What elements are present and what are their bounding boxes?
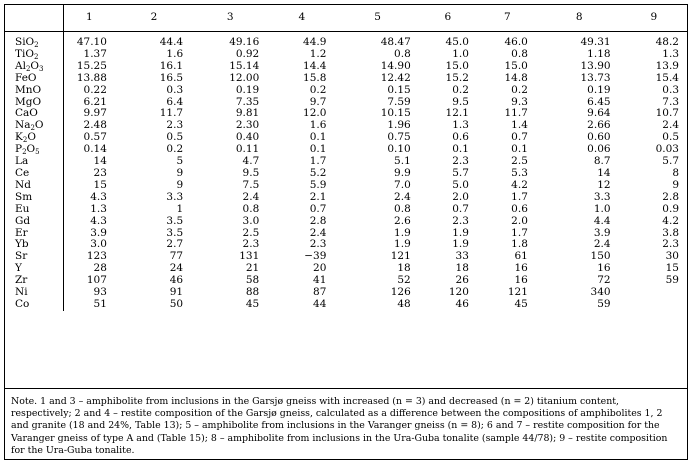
table-cell: 5.7: [662, 155, 679, 168]
table-cell: 2.0: [511, 214, 528, 227]
label-text: Sr: [15, 250, 28, 263]
table-cell: 48: [397, 297, 411, 310]
row-label: [5, 180, 63, 192]
label-text: Ce: [15, 166, 30, 179]
table-cell: 1.6: [166, 47, 184, 60]
table-cell: 2.3: [452, 155, 469, 168]
table-cell: 12.00: [229, 71, 260, 84]
table-cell: 12: [597, 178, 611, 191]
table-cell: 5.9: [309, 178, 327, 191]
table-row: [5, 263, 687, 275]
table-cell: 6.45: [587, 95, 611, 108]
label-subscript: 2: [34, 41, 39, 49]
table-row: [5, 251, 687, 263]
table-cell: 0.1: [452, 143, 469, 156]
table-cell: 2.48: [83, 119, 107, 132]
column-header: 9: [621, 5, 687, 32]
label-text: Al: [15, 59, 26, 72]
table-cell: 15.4: [655, 71, 679, 84]
label-subscript: 3: [39, 64, 44, 73]
row-label: [5, 192, 63, 204]
label-subscript: 2: [33, 52, 39, 61]
table-cell: 0.2: [166, 143, 184, 156]
table-cell: 51: [93, 297, 107, 310]
table-cell: 46.0: [504, 36, 528, 48]
table-row: [5, 32, 687, 49]
table-cell: 0.40: [235, 131, 260, 144]
table-cell: 0.6: [452, 131, 469, 144]
table-cell: 0.19: [587, 83, 611, 96]
table-cell: 15.2: [445, 71, 469, 84]
label-text: MgO: [15, 95, 42, 108]
table-cell: 88: [245, 286, 260, 299]
row-label: [5, 228, 63, 240]
table-cell: 7.0: [394, 178, 411, 191]
table-cell: 0.22: [83, 83, 107, 96]
table-cell: 4.2: [511, 178, 528, 191]
table-cell: 87: [313, 286, 327, 299]
table-cell: 1.96: [387, 119, 411, 132]
table-cell: 16: [514, 274, 528, 287]
label-text: Zr: [15, 274, 28, 287]
table-cell: 0.11: [235, 143, 260, 156]
table-cell: 0.7: [511, 131, 528, 144]
table-cell: 1.9: [452, 226, 469, 239]
column-header: 7: [477, 5, 538, 32]
table-cell: 1.7: [511, 190, 528, 203]
table-cell: 6.21: [83, 95, 107, 108]
table-cell: 16: [514, 262, 528, 275]
column-header: 1: [63, 5, 115, 32]
table-cell: 10.15: [380, 107, 411, 120]
table-cell: 2.4: [309, 226, 327, 239]
table-cell: 0.1: [511, 143, 528, 156]
table-cell: 77: [169, 250, 184, 263]
label-text: O: [27, 131, 36, 144]
table-cell: 13.73: [580, 71, 611, 84]
table-cell: 0.8: [511, 47, 528, 60]
row-label: [5, 287, 63, 299]
table-cell: 15.0: [504, 59, 528, 72]
row-label: [5, 216, 63, 228]
table-cell: 30: [665, 250, 679, 263]
table-cell: 2.66: [587, 119, 611, 132]
table-cell: 20: [313, 262, 327, 275]
table-cell: 0.92: [235, 47, 260, 60]
table-cell: 0.5: [662, 131, 679, 144]
table-cell: 0.10: [387, 143, 411, 156]
column-header: 3: [193, 5, 267, 32]
table-cell: 9: [176, 178, 184, 191]
table-cell: 15: [665, 262, 679, 275]
table-row: [5, 73, 687, 85]
header-blank: [5, 5, 63, 32]
row-label: [5, 144, 63, 156]
table-cell: 3.9: [90, 226, 107, 239]
label-text: MnO: [15, 83, 42, 96]
table-cell: 9: [672, 178, 679, 191]
table-cell: 2.4: [662, 119, 679, 132]
label-subscript: 2: [22, 136, 28, 145]
table-cell: 1.8: [511, 238, 528, 251]
table-cell: 340: [590, 286, 611, 299]
table-cell: 11.7: [159, 107, 184, 120]
table-cell: 44.9: [303, 36, 327, 48]
label-text: Yb: [15, 238, 29, 251]
table-cell: 1.9: [394, 226, 411, 239]
table-cell: 2.5: [511, 155, 528, 168]
table-row: [5, 239, 687, 251]
row-label: [5, 168, 63, 180]
table-cell: 9.9: [394, 166, 411, 179]
table-cell: 2.0: [452, 190, 469, 203]
table-cell: 16: [597, 262, 611, 275]
table-cell: 0.3: [166, 83, 184, 96]
row-label: [5, 239, 63, 251]
table-row: [5, 299, 687, 311]
table-row: [5, 144, 687, 156]
table-cell: 7.35: [235, 95, 260, 108]
table-cell: 9.64: [587, 107, 611, 120]
table-cell: 0.2: [511, 83, 528, 96]
table-cell: 0.7: [452, 202, 469, 215]
table-cell: 93: [93, 286, 107, 299]
table-cell: 4.3: [90, 190, 107, 203]
table-cell: 8.7: [593, 155, 611, 168]
table-cell: [621, 287, 687, 299]
table-cell: 2.8: [662, 190, 679, 203]
table-cell: 3.0: [90, 238, 107, 251]
table-cell: 107: [86, 274, 107, 287]
label-text: Sm: [15, 190, 33, 203]
table-cell: 0.75: [387, 131, 411, 144]
table-cell: 0.15: [387, 83, 411, 96]
column-header: 4: [267, 5, 336, 32]
label-text: CaO: [15, 107, 38, 120]
table-cell: 2.5: [242, 226, 260, 239]
table-cell: 0.7: [309, 202, 327, 215]
table-cell: 45: [245, 297, 260, 310]
table-cell: 121: [390, 250, 411, 263]
table-cell: 120: [448, 286, 469, 299]
table-cell: 2.1: [309, 190, 327, 203]
table-cell: 15.0: [445, 59, 469, 72]
row-label: [5, 299, 63, 311]
table-row: [5, 216, 687, 228]
table-cell: 18: [397, 262, 411, 275]
table-cell: 5.0: [452, 178, 469, 191]
table-cell: 21: [245, 262, 260, 275]
table-cell: 0.14: [83, 143, 107, 156]
table-cell: 2.7: [166, 238, 184, 251]
table-cell: 23: [93, 166, 107, 179]
label-text: SiO: [15, 36, 35, 48]
column-header: 2: [115, 5, 193, 32]
table-cell: 16.1: [159, 59, 184, 72]
table-cell: 58: [245, 274, 260, 287]
table-cell: 8: [672, 166, 679, 179]
label-text: TiO: [15, 47, 34, 60]
table-cell: 0.5: [166, 131, 184, 144]
table-cell: 14.4: [303, 59, 327, 72]
table-cell: 2.4: [394, 190, 411, 203]
table-cell: 0.8: [394, 47, 411, 60]
table-cell: 2.4: [242, 190, 260, 203]
table-cell: 13.88: [76, 71, 107, 84]
header-row: [5, 5, 687, 32]
row-label: [5, 275, 63, 287]
table-cell: 14: [93, 155, 107, 168]
table-row: [5, 97, 687, 109]
table-cell: 52: [397, 274, 411, 287]
table-cell: 5.1: [394, 155, 411, 168]
geochemistry-table: [5, 5, 687, 311]
label-text: Eu: [15, 202, 30, 215]
table-cell: 4.7: [242, 155, 260, 168]
label-text: O: [34, 119, 44, 132]
table-cell: 18: [455, 262, 469, 275]
table-cell: 7.5: [242, 178, 260, 191]
table-cell: 0.1: [309, 131, 327, 144]
column-header: 6: [419, 5, 477, 32]
label-subscript: 2: [25, 64, 31, 73]
table-cell: 0.57: [83, 131, 107, 144]
table-cell: 9: [176, 166, 184, 179]
table-row: [5, 108, 687, 120]
table-cell: 2.3: [309, 238, 327, 251]
table-cell: 1.9: [452, 238, 469, 251]
label-subscript: 5: [35, 148, 40, 157]
table-cell: 2.4: [593, 238, 611, 251]
table-cell: 12.0: [303, 107, 327, 120]
label-text: O: [26, 143, 36, 156]
table-cell: 46: [455, 297, 469, 310]
table-cell: 50: [169, 297, 184, 310]
table-cell: 131: [239, 250, 260, 263]
table-cell: 14.90: [380, 59, 411, 72]
table-row: [5, 180, 687, 192]
table-cell: 9.7: [309, 95, 327, 108]
table-cell: 26: [455, 274, 469, 287]
table-row: [5, 228, 687, 240]
table-cell: 3.3: [593, 190, 611, 203]
table-cell: 2.6: [394, 214, 411, 227]
table-cell: 59: [665, 274, 679, 287]
table-cell: 72: [597, 274, 611, 287]
table-cell: 1: [176, 202, 184, 215]
label-subscript: 2: [22, 148, 27, 157]
table-note: Note. 1 and 3 – amphibolite from inclusions in the Garsjø gneiss with increased (n = 3) and decreased (n = 2) titanium content, respectively; 2 and 4 – restite composition of the Garsjø gneiss, calculated as a difference between the compositions of amphibolites 1, 2 and granite (18 and 24%, Table 13); 5 – amphibolite from inclusions in the Varanger gneiss (n = 8); 6 and 7 – restite composition for the Varanger gneiss of type A and (Table 15); 8 – amphibolite from inclusions in the Ura-Guba tonalite (sample 44/78); 9 – restite composition for the Ura-Guba tonalite.: [5, 388, 687, 457]
table-row: [5, 168, 687, 180]
row-label: [5, 32, 63, 49]
table-cell: 1.0: [593, 202, 611, 215]
table-cell: 0.3: [662, 83, 679, 96]
table-cell: 0.2: [452, 83, 469, 96]
table-cell: 11.7: [504, 107, 528, 120]
table-cell: 47.10: [76, 36, 107, 48]
table-frame: [4, 4, 688, 460]
table-cell: 2.8: [309, 214, 327, 227]
label-text: Na: [15, 119, 31, 132]
table-cell: 15.8: [303, 71, 327, 84]
table-cell: 1.18: [587, 47, 611, 60]
table-cell: 4.2: [662, 214, 679, 227]
table-cell: 14: [597, 166, 611, 179]
table-cell: 9.5: [242, 166, 260, 179]
table-cell: 59: [597, 297, 611, 310]
table-cell: 44: [313, 297, 327, 310]
table-cell: [621, 299, 687, 311]
table-row: [5, 61, 687, 73]
table-cell: 33: [455, 250, 469, 263]
table-cell: 12.42: [380, 71, 411, 84]
table-cell: 7.3: [662, 95, 679, 108]
table-cell: 1.3: [90, 202, 107, 215]
table-cell: 2.3: [452, 214, 469, 227]
table-cell: 121: [507, 286, 528, 299]
row-label: [5, 263, 63, 275]
table-cell: −39: [304, 250, 327, 263]
table-cell: 3.5: [166, 214, 184, 227]
table-cell: 61: [514, 250, 528, 263]
label-text: O: [30, 59, 40, 72]
row-label: [5, 251, 63, 263]
label-subscript: 2: [30, 124, 35, 133]
table-cell: 3.5: [166, 226, 184, 239]
table-cell: 1.9: [394, 238, 411, 251]
row-label: [5, 204, 63, 216]
table-cell: 2.3: [242, 238, 260, 251]
table-cell: 12.1: [445, 107, 469, 120]
table-cell: 0.6: [511, 202, 528, 215]
table-cell: 0.2: [309, 83, 327, 96]
table-row: [5, 132, 687, 144]
table-cell: 2.3: [662, 238, 679, 251]
table-cell: 49.31: [580, 36, 611, 48]
label-text: P: [15, 143, 23, 156]
table-cell: 46: [169, 274, 184, 287]
label-text: La: [15, 155, 29, 168]
table-cell: 5.3: [511, 166, 528, 179]
table-cell: 4.4: [593, 214, 611, 227]
table-cell: 45.0: [445, 36, 469, 48]
table-row: [5, 156, 687, 168]
table-cell: 123: [86, 250, 107, 263]
label-text: Nd: [15, 178, 31, 191]
table-cell: 24: [169, 262, 184, 275]
table-row: [5, 287, 687, 299]
table-cell: 9.3: [511, 95, 528, 108]
table-cell: 10.7: [655, 107, 679, 120]
table-cell: 5: [176, 155, 184, 168]
table-cell: 5.2: [309, 166, 327, 179]
table-cell: 6.4: [166, 95, 184, 108]
table-cell: 0.1: [309, 143, 327, 156]
table-cell: 13.9: [655, 59, 679, 72]
table-cell: 1.37: [83, 47, 107, 60]
column-header: 8: [538, 5, 621, 32]
table-cell: 1.0: [452, 47, 469, 60]
table-cell: 1.3: [662, 47, 679, 60]
table-cell: 150: [590, 250, 611, 263]
table-cell: 13.90: [580, 59, 611, 72]
table-cell: 28: [93, 262, 107, 275]
table-cell: 1.4: [511, 119, 528, 132]
table-cell: 0.19: [235, 83, 260, 96]
table-cell: 9.5: [452, 95, 469, 108]
table-cell: 1.7: [309, 155, 327, 168]
row-label: [5, 156, 63, 168]
table-body: [5, 32, 687, 311]
table-cell: 0.8: [242, 202, 260, 215]
table-cell: 3.9: [593, 226, 611, 239]
table-cell: 0.60: [587, 131, 611, 144]
table-cell: 126: [390, 286, 411, 299]
table-cell: 1.6: [309, 119, 327, 132]
table-cell: 1.7: [511, 226, 528, 239]
table-cell: 2.3: [166, 119, 184, 132]
table-cell: 14.8: [504, 71, 528, 84]
table-row: [5, 85, 687, 97]
table-cell: 16.5: [159, 71, 184, 84]
table-cell: 0.8: [394, 202, 411, 215]
table-cell: 7.59: [387, 95, 411, 108]
column-header: 5: [336, 5, 418, 32]
label-text: FeO: [15, 71, 37, 84]
label-text: K: [15, 131, 23, 144]
table-cell: 0.03: [655, 143, 679, 156]
table-cell: 3.0: [242, 214, 260, 227]
table-cell: 48.47: [380, 36, 411, 48]
table-cell: 1.3: [452, 119, 469, 132]
table-cell: 4.3: [90, 214, 107, 227]
label-text: Co: [15, 297, 30, 310]
table-cell: 0.9: [662, 202, 679, 215]
table-row: [5, 204, 687, 216]
table-cell: 3.3: [166, 190, 184, 203]
table-row: [5, 192, 687, 204]
table-cell: 45: [514, 297, 528, 310]
table-cell: 41: [313, 274, 327, 287]
label-text: Gd: [15, 214, 31, 227]
table-row: [5, 275, 687, 287]
label-text: Ni: [15, 286, 28, 299]
table-cell: 5.7: [452, 166, 469, 179]
table-cell: 15: [93, 178, 107, 191]
label-text: Y: [15, 262, 22, 275]
table-cell: 91: [169, 286, 184, 299]
table-cell: 48.2: [655, 36, 679, 48]
table-cell: 44.4: [159, 36, 184, 48]
table-cell: 0.06: [587, 143, 611, 156]
table-cell: 2.30: [235, 119, 260, 132]
table-cell: 9.81: [235, 107, 260, 120]
table-cell: 49.16: [229, 36, 260, 48]
table-cell: 1.2: [309, 47, 327, 60]
table-cell: 3.8: [662, 226, 679, 239]
label-text: Er: [15, 226, 28, 239]
table-cell: 15.14: [229, 59, 260, 72]
table-cell: 15.25: [76, 59, 107, 72]
table-row: [5, 120, 687, 132]
table-cell: 9.97: [83, 107, 107, 120]
